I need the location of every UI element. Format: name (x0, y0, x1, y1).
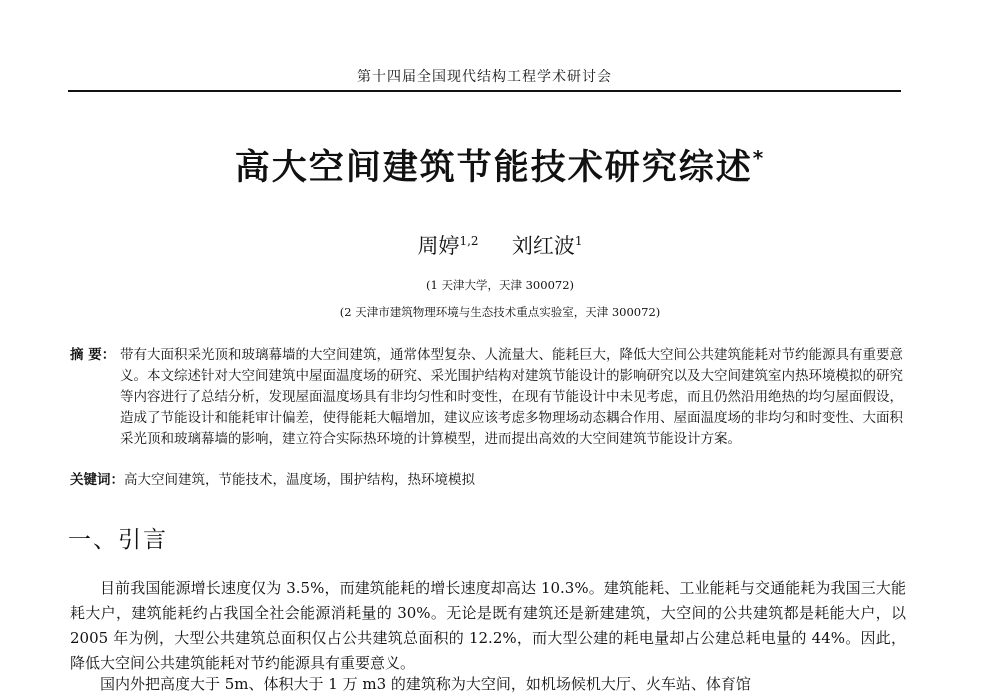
affiliation-2: (2 天津市建筑物理环境与生态技术重点实验室，天津 300072) (339, 305, 661, 319)
body-paragraph: 目前我国能源增长速度仅为 3.5%，而建筑能耗的增长速度却高达 10.3%。建筑能耗、工业能耗与交通能耗为我国三大能耗大户，建筑能耗约占我国全社会能源消耗量的 30%。无论是既有建筑还是新建建筑，大空间的公共建筑都是耗能大户，以 2005 年为例，大型公共建筑总面积仅占公共建筑总面积的 12.2%，而大型公建的耗电量却占公建总耗电量的 44%。因此，降低大空间公共建筑能耗对节约能源具有重要意义。 (70, 579, 906, 672)
keywords-label: 关键词： (70, 472, 124, 488)
title-footnote-mark: * (752, 146, 766, 170)
abstract-text: 带有大面积采光顶和玻璃幕墙的大空间建筑，通常体型复杂、人流量大、能耗巨大，降低大空间公共建筑能耗对节约能源具有重要意义。本文综述针对大空间建筑中屋面温度场的研究、采光围护结构对建筑节能设计的影响研究以及大空间建筑室内热环境模拟的研究等内容进行了总结分析，发现屋面温度场具有非均匀性和时变性，在现有节能设计中未见考虑，而且仍然沿用绝热的均匀屋面假设，造成了节能设计和能耗审计偏差，使得能耗大幅增加，建议应该考虑多物理场动态耦合作用、屋面温度场的非均匀和时变性、大面积采光顶和玻璃幕墙的影响，建立符合实际热环境的计算模型，进而提出高效的大空间建筑节能设计方案。 (120, 347, 903, 447)
paper-title (0, 140, 1000, 190)
author-line (0, 230, 1000, 260)
title-text: 高大空间建筑节能技术研究综述 (234, 148, 753, 188)
keywords-text: 高大空间建筑，节能技术，温度场，围护结构，热环境模拟 (124, 472, 475, 488)
keywords (70, 468, 475, 488)
author-name: 刘红波 (511, 234, 575, 258)
running-header: 第十四届全国现代结构工程学术研讨会 (357, 69, 612, 85)
affiliation-1: (1 天津大学，天津 300072) (426, 278, 574, 292)
abstract (70, 345, 908, 450)
section-heading: 一、引言 (68, 527, 168, 553)
author-affiliation-mark: 1 (574, 234, 583, 248)
abstract-label: 摘 要： (70, 347, 116, 363)
body-paragraph-partial: 国内外把高度大于 5m、体积大于 1 万 m3 的建筑称为大空间，如机场候机大厅、火车站、体育馆 (100, 675, 751, 693)
author-name: 周婷 (417, 234, 460, 258)
author-affiliation-mark: 1,2 (459, 234, 479, 248)
header-rule (68, 90, 901, 92)
